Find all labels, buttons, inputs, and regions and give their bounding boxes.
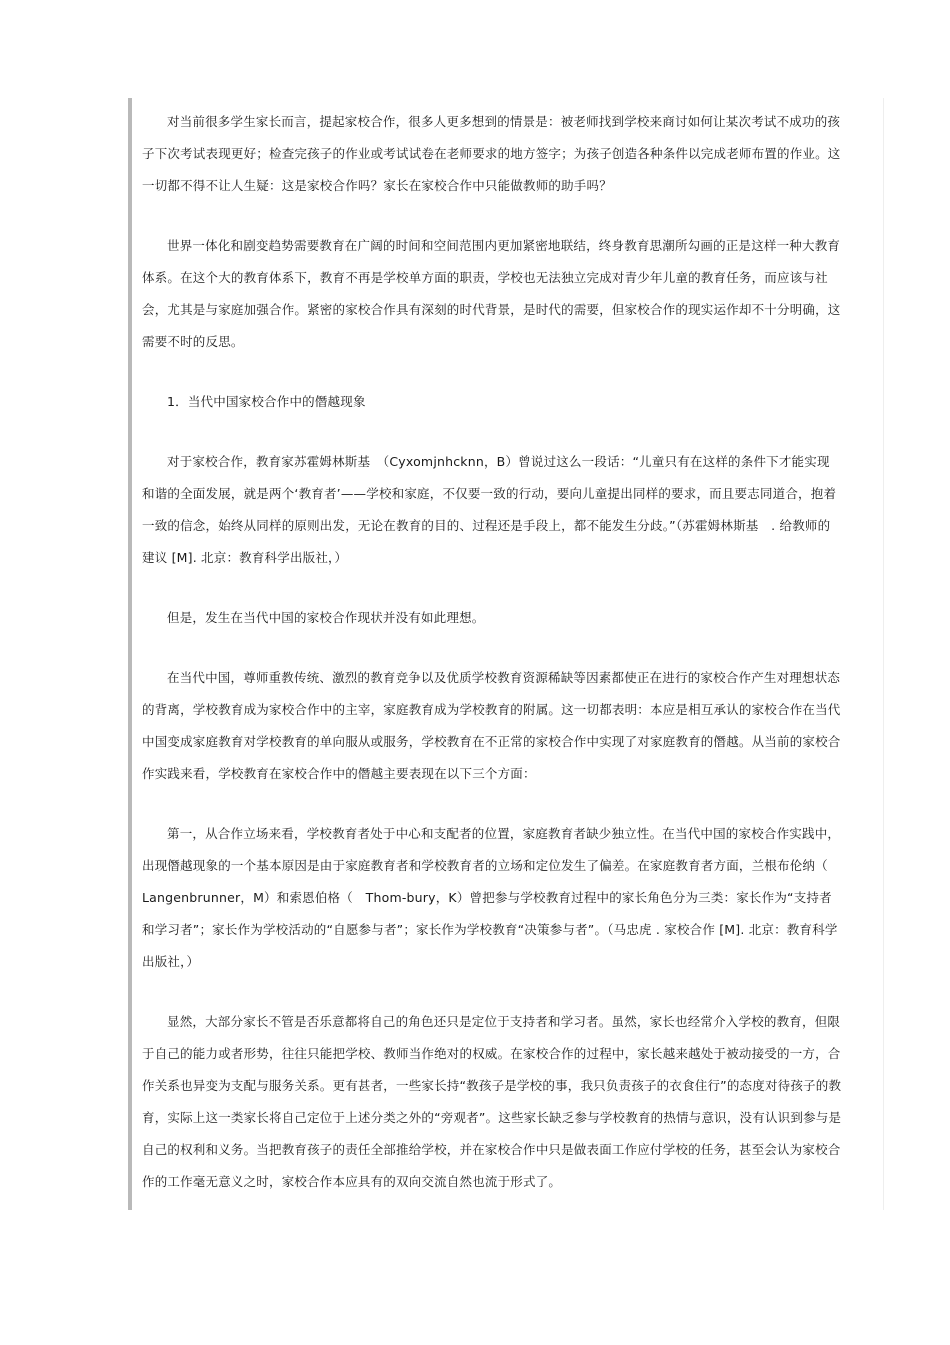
paragraph-2: 世界一体化和剧变趋势需要教育在广阔的时间和空间范围内更加紧密地联结，终身教育思潮所勾画的正是这样一种大教育体系。在这个大的教育体系下，教育不再是学校单方面的职责，学校也无法独立完成对青少年儿童的教育任务，而应该与社会，尤其是与家庭加强合作。紧密的家校合作具有深刻的时代背景，是时代的需要，但家校合作的现实运作却不十分明确，这需要不时的反思。 [142, 238, 841, 349]
paragraph-3: 对于家校合作，教育家苏霍姆林斯基 （Cyxomjnhcknn，B）曾说过这么一段话：“儿童只有在这样的条件下才能实现和谐的全面发展，就是两个‘教育者’——学校和家庭，不仅要一致的行动，要向儿童提出同样的要求，而且要志同道合，抱着一致的信念，始终从同样的原则出发，无论在教育的目的、过程还是手段上，都不能发生分歧。”（苏霍姆林斯基 . 给教师的建议 [M]. 北京：教育科学出版社，） [142, 454, 837, 565]
right-margin-rule [883, 98, 884, 1210]
paragraph-6: 第一，从合作立场来看，学校教育者处于中心和支配者的位置，家庭教育者缺少独立性。在当代中国的家校合作实践中，出现僭越现象的一个基本原因是由于家庭教育者和学校教育者的立场和定位发生了偏差。在家庭教育者方面，兰根布伦纳（ Langenbrunner，M）和索恩伯格（ Thom-bury，K）曾把参与学校教育过程中的家长角色分为三类：家长作为“支持者和学习者”；家长作为学校活动的“自愿参与者”；家长作为学校教育“决策参与者”。（马忠虎 . 家校合作 [M]. 北京：教育科学出版社，） [142, 826, 841, 969]
paragraph-5: 在当代中国，尊师重教传统、激烈的教育竞争以及优质学校教育资源稀缺等因素都使正在进行的家校合作产生对理想状态的背离，学校教育成为家校合作中的主宰，家庭教育成为学校教育的附属。这一切都表明：本应是相互承认的家校合作在当代中国变成家庭教育对学校教育的单向服从或服务，学校教育在不正常的家校合作中实现了对家庭教育的僭越。从当前的家校合作实践来看，学校教育在家校合作中的僭越主要表现在以下三个方面： [142, 670, 841, 781]
article-body [142, 106, 842, 1226]
paragraph-4: 但是，发生在当代中国的家校合作现状并没有如此理想。 [167, 610, 485, 625]
paragraph-7: 显然，大部分家长不管是否乐意都将自己的角色还只是定位于支持者和学习者。虽然，家长也经常介入学校的教育，但限于自己的能力或者形势，往往只能把学校、教师当作绝对的权威。在家校合作的过程中，家长越来越处于被动接受的一方，合作关系也异变为支配与服务关系。更有甚者，一些家长持“教孩子是学校的事，我只负责孩子的衣食住行”的态度对待孩子的教育，实际上这一类家长将自己定位于上述分类之外的“旁观者”。这些家长缺乏参与学校教育的热情与意识，没有认识到参与是自己的权利和义务。当把教育孩子的责任全部推给学校，并在家校合作中只是做表面工作应付学校的任务，甚至会认为家校合作的工作毫无意义之时，家校合作本应具有的双向交流自然也流于形式了。 [142, 1014, 842, 1189]
document-page [128, 98, 884, 1210]
paragraph-1: 对当前很多学生家长而言，提起家校合作，很多人更多想到的情景是：被老师找到学校来商讨如何让某次考试不成功的孩子下次考试表现更好；检查完孩子的作业或考试试卷在老师要求的地方签字；为孩子创造各种条件以完成老师布置的作业。这一切都不得不让人生疑：这是家校合作吗？家长在家校合作中只能做教师的助手吗？ [142, 114, 841, 193]
section-heading: 1．当代中国家校合作中的僭越现象 [167, 394, 366, 409]
left-margin-rule [128, 98, 132, 1210]
